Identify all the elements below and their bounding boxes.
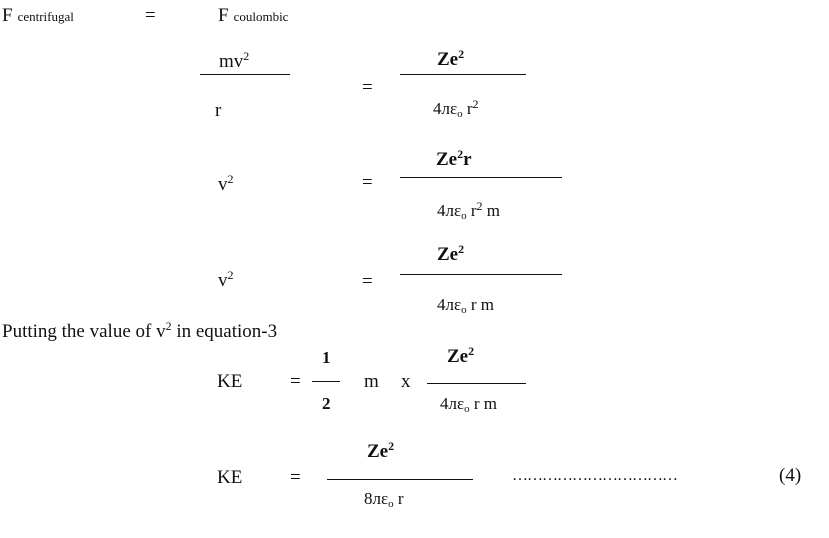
step1-fraction-bar-left: [200, 74, 290, 75]
step4-mass: m: [364, 371, 379, 392]
step1-equals: =: [362, 77, 373, 98]
lhs-force-subscript: centrifugal: [17, 9, 74, 24]
step2-rhs-den-b: r: [466, 201, 477, 220]
step4-equals: =: [290, 371, 301, 392]
step3-rhs-num-base: Ze: [437, 244, 459, 265]
step1-rhs-denominator: [433, 97, 479, 120]
rhs-force: [218, 6, 288, 25]
step2-equals: =: [362, 172, 373, 193]
step4-rhs-den-b: r m: [469, 394, 498, 413]
step3-fraction-bar: [400, 274, 562, 275]
step4-times: x: [401, 371, 411, 392]
step4-rhs-numerator: [447, 344, 475, 367]
force-balance-equals: =: [145, 5, 156, 26]
step1-rhs-den-sub: o: [457, 108, 463, 120]
step1-numerator-base: mv: [219, 51, 244, 72]
step1-rhs-den-a: 4лε: [433, 99, 458, 118]
step5-rhs-den-sub: o: [388, 498, 394, 510]
step4-rhs-num-sup: 2: [468, 344, 475, 358]
step4-half-bar: [312, 381, 340, 382]
step4-rhs-denominator: [440, 394, 498, 415]
step1-numerator: [219, 49, 250, 72]
step1-rhs-den-sup: 2: [472, 97, 479, 111]
step5-rhs-den-a: 8лε: [364, 489, 389, 508]
step4-fraction-bar: [427, 383, 526, 384]
lhs-force-symbol: F: [2, 5, 13, 26]
sentence-part-b: in equation-3: [171, 321, 278, 342]
step2-rhs-den-a: 4лε: [437, 201, 462, 220]
step2-rhs-num-b: r: [463, 149, 472, 170]
step3-rhs-den-a: 4лε: [437, 295, 462, 314]
step3-rhs-num-sup: 2: [458, 242, 465, 256]
step3-rhs-den-b: r m: [466, 295, 495, 314]
step3-lhs: [218, 268, 234, 291]
step1-rhs-numerator-sup: 2: [458, 47, 465, 61]
step1-fraction-bar-right: [400, 74, 526, 75]
step3-equals: =: [362, 271, 373, 292]
step2-rhs-numerator: [436, 147, 472, 170]
step2-lhs: [218, 172, 234, 195]
step4-rhs-den-a: 4лε: [440, 394, 465, 413]
step1-rhs-den-b: r: [462, 99, 473, 118]
step2-rhs-den-c: m: [482, 201, 501, 220]
step5-rhs-num-sup: 2: [388, 439, 395, 453]
step1-rhs-numerator-base: Ze: [437, 49, 459, 70]
step2-fraction-bar: [400, 177, 562, 178]
step3-rhs-denominator: [437, 295, 495, 316]
step1-denominator: r: [215, 100, 222, 121]
sentence-sup: 2: [165, 319, 172, 333]
rhs-force-symbol: F: [218, 5, 229, 26]
step2-rhs-denominator: [437, 199, 501, 222]
step2-rhs-den-sub: o: [461, 210, 467, 222]
step5-leader-dots: ……………………………: [512, 467, 677, 484]
step2-lhs-base: v: [218, 174, 228, 195]
step5-rhs-numerator: [367, 439, 395, 462]
step5-rhs-denominator: [364, 489, 404, 510]
step3-lhs-base: v: [218, 270, 228, 291]
step3-rhs-den-sub: o: [461, 304, 467, 316]
step2-rhs-den-sup: 2: [476, 199, 483, 213]
step1-numerator-sup: 2: [243, 49, 250, 63]
step2-rhs-num-sup: 2: [457, 147, 464, 161]
explanatory-sentence: [2, 319, 278, 342]
step4-half-denominator: 2: [322, 394, 331, 413]
step4-rhs-num-base: Ze: [447, 346, 469, 367]
step4-half-numerator: 1: [322, 348, 331, 367]
rhs-force-subscript: coulombic: [233, 9, 289, 24]
step1-rhs-numerator: [437, 47, 465, 70]
step4-lhs: KE: [217, 371, 243, 392]
step2-rhs-num-a: Ze: [436, 149, 458, 170]
sentence-part-a: Putting the value of v: [2, 321, 166, 342]
equation-number: (4): [779, 465, 802, 486]
step5-rhs-num-base: Ze: [367, 441, 389, 462]
step4-rhs-den-sub: o: [464, 403, 470, 415]
step3-rhs-numerator: [437, 242, 465, 265]
step5-rhs-den-b: r: [393, 489, 404, 508]
step2-lhs-sup: 2: [227, 172, 234, 186]
step5-lhs: KE: [217, 467, 243, 488]
force-balance-line: [2, 6, 74, 25]
step5-fraction-bar: [327, 479, 473, 480]
step5-equals: =: [290, 467, 301, 488]
step3-lhs-sup: 2: [227, 268, 234, 282]
